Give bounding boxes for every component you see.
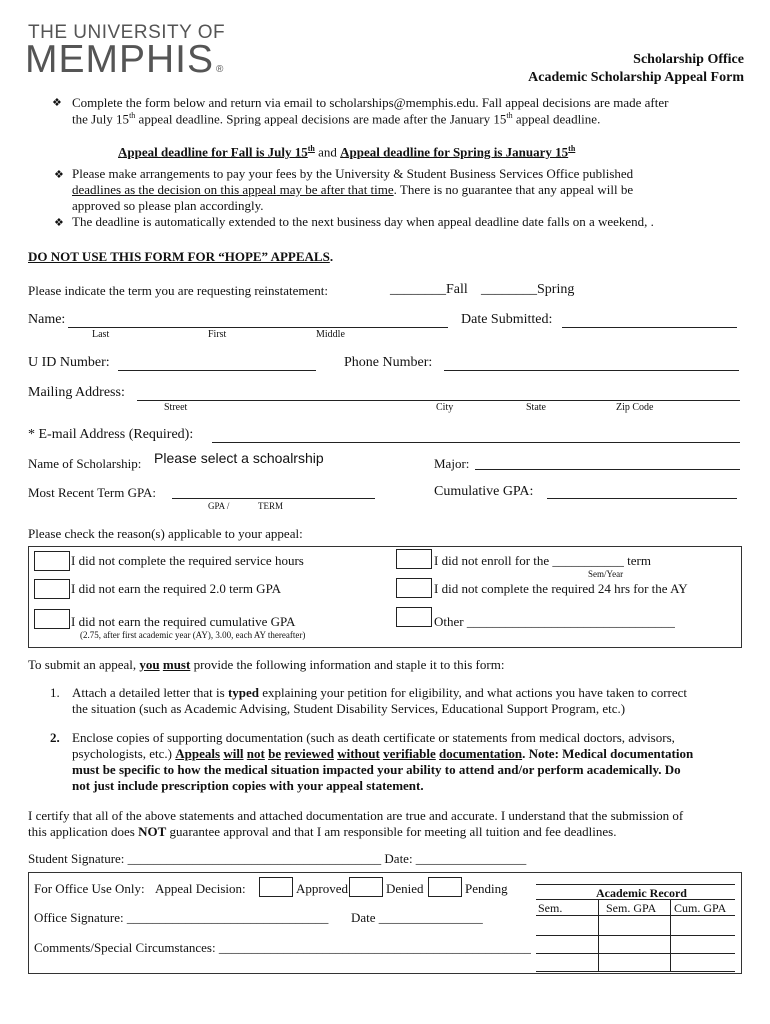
name-input[interactable]	[68, 327, 448, 328]
cum-gpa-input[interactable]	[547, 498, 737, 499]
office-date-line[interactable]: Date ________________	[351, 910, 483, 925]
logo-university-of: THE UNIVERSITY OF	[28, 22, 226, 43]
name-first-caption: First	[208, 329, 227, 340]
logo-memphis: MEMPHIS ®	[25, 38, 225, 81]
record-top-rule	[536, 884, 735, 885]
sem-year-caption: Sem/Year	[588, 569, 624, 579]
item-2-line-3: must be specific to how the medical situation impacted your ability to attend and/or perform academically. Do	[72, 762, 681, 777]
note-2: The deadline is automatically extended to the next business day when appeal deadline date falls on a weekend, .	[72, 214, 654, 229]
name-label: Name:	[28, 312, 66, 327]
scholarship-select[interactable]: Please select a schoalrship	[154, 450, 324, 466]
certify-line-1: I certify that all of the above statements and attached documentation are true and accurate. I understand that the submission of	[28, 808, 684, 823]
email-input[interactable]	[212, 442, 740, 443]
reason-24-hrs-label: I did not complete the required 24 hrs for the AY	[434, 581, 688, 596]
note-1-line-2: deadlines as the decision on this appeal may be after that time. There is no guarantee that any appeal will be	[72, 182, 634, 197]
office-title: Scholarship Office	[633, 52, 744, 67]
name-last-caption: Last	[92, 329, 110, 340]
reason-enroll-checkbox[interactable]	[396, 549, 432, 569]
email-label: * E-mail Address (Required):	[28, 427, 194, 442]
item-2-line-2: psychologists, etc.) Appeals will not be reviewed without verifiable documentation. Note: Medical documentation	[72, 746, 694, 761]
recent-gpa-label: Most Recent Term GPA:	[28, 485, 157, 500]
reason-term-gpa-label: I did not earn the required 2.0 term GPA	[71, 581, 281, 596]
denied-checkbox[interactable]	[349, 877, 383, 897]
denied-label: Denied	[386, 881, 424, 896]
record-col-sem: Sem.	[538, 901, 563, 915]
diamond-bullet-icon: ❖	[54, 217, 64, 229]
reasons-prompt: Please check the reason(s) applicable to your appeal:	[28, 526, 303, 541]
city-caption: City	[436, 402, 454, 413]
certify-line-2: this application does NOT guarantee approval and that I am responsible for meeting all tuition and fee deadlines.	[28, 824, 617, 839]
reason-cum-gpa-label: I did not earn the required cumulative GPA	[71, 614, 296, 629]
item-1-line-1: Attach a detailed letter that is typed explaining your petition for eligibility, and what actions you have taken to correct	[72, 685, 688, 700]
cum-gpa-label: Cumulative GPA:	[434, 484, 534, 499]
diamond-bullet-icon: ❖	[52, 97, 62, 109]
item-2-line-4: not just include prescription copies with your appeal statement.	[72, 778, 424, 793]
submit-lead: To submit an appeal, you must provide the following information and staple it to this form:	[28, 657, 505, 672]
reason-service-hours-label: I did not complete the required service hours	[71, 553, 304, 568]
street-caption: Street	[164, 402, 188, 413]
intro-line-1: Complete the form below and return via email to scholarships@memphis.edu. Fall appeal decisions are made after	[72, 95, 669, 110]
pending-checkbox[interactable]	[428, 877, 462, 897]
appeal-decision-label: Appeal Decision:	[155, 881, 246, 896]
office-signature-line[interactable]: Office Signature: _______________________________	[34, 910, 329, 925]
term-fall-option[interactable]: ________Fall	[390, 282, 468, 297]
date-submitted-input[interactable]	[562, 327, 737, 328]
item-2-line-1: Enclose copies of supporting documentation (such as death certificate or statements from medical doctors, advisors,	[72, 730, 675, 745]
record-row-rule	[536, 935, 735, 936]
pending-label: Pending	[465, 881, 508, 896]
record-col-sem-gpa: Sem. GPA	[606, 901, 657, 915]
office-use-label: For Office Use Only:	[34, 881, 145, 896]
approved-checkbox[interactable]	[259, 877, 293, 897]
uid-label: U ID Number:	[28, 355, 110, 370]
reason-term-gpa-checkbox[interactable]	[34, 579, 70, 599]
hope-warning: DO NOT USE THIS FORM FOR “HOPE” APPEALS.	[28, 249, 334, 264]
reason-24-hrs-checkbox[interactable]	[396, 578, 432, 598]
phone-input[interactable]	[444, 370, 739, 371]
date-submitted-label: Date Submitted:	[461, 312, 553, 327]
term-caption: TERM	[258, 501, 284, 511]
state-caption: State	[526, 402, 546, 413]
record-row-rule	[536, 915, 735, 916]
mailing-input[interactable]	[137, 400, 740, 401]
comments-line[interactable]: Comments/Special Circumstances: ________________________________________________	[34, 940, 531, 955]
record-row-rule	[536, 971, 735, 972]
uid-input[interactable]	[118, 370, 316, 371]
record-row-rule	[536, 953, 735, 954]
item-1-line-2: the situation (such as Academic Advising, Student Disability Services, Educational Support Program, etc.)	[72, 701, 626, 716]
reason-other-checkbox[interactable]	[396, 607, 432, 627]
reason-cum-gpa-checkbox[interactable]	[34, 609, 70, 629]
recent-gpa-input[interactable]	[172, 498, 375, 499]
approved-label: Approved	[296, 881, 348, 896]
intro-line-2: the July 15th appeal deadline. Spring appeal decisions are made after the January 15th appeal deadline.	[72, 111, 601, 127]
phone-label: Phone Number:	[344, 355, 433, 370]
scholarship-label: Name of Scholarship:	[28, 456, 142, 471]
term-spring-option[interactable]: ________Spring	[481, 282, 575, 297]
form-title: Academic Scholarship Appeal Form	[528, 70, 744, 85]
major-input[interactable]	[475, 469, 740, 470]
reason-enroll-label: I did not enroll for the ___________ term	[434, 553, 651, 568]
record-col-cum-gpa: Cum. GPA	[674, 901, 727, 915]
note-1-line-3: approved so please plan accordingly.	[72, 198, 264, 213]
item-1-number: 1.	[50, 685, 60, 700]
mailing-label: Mailing Address:	[28, 385, 125, 400]
zip-caption: Zip Code	[616, 402, 654, 413]
reason-other-label[interactable]: Other ________________________________	[434, 614, 675, 629]
major-label: Major:	[434, 456, 470, 471]
term-prompt: Please indicate the term you are requesting reinstatement:	[28, 283, 328, 298]
reason-service-hours-checkbox[interactable]	[34, 551, 70, 571]
deadlines-line: Appeal deadline for Fall is July 15th and Appeal deadline for Spring is January 15th	[118, 144, 576, 160]
note-1-line-1: Please make arrangements to pay your fees by the University & Student Business Services Office published	[72, 166, 634, 181]
reason-cum-gpa-note: (2.75, after first academic year (AY), 3.00, each AY thereafter)	[80, 630, 306, 640]
name-middle-caption: Middle	[316, 329, 345, 340]
record-header-rule	[536, 899, 735, 900]
student-signature-line[interactable]: Student Signature: _______________________________________ Date: _________________	[28, 851, 527, 866]
academic-record-title: Academic Record	[596, 886, 687, 900]
diamond-bullet-icon: ❖	[54, 169, 64, 181]
item-2-number: 2.	[50, 730, 60, 745]
gpa-caption: GPA /	[208, 501, 230, 511]
